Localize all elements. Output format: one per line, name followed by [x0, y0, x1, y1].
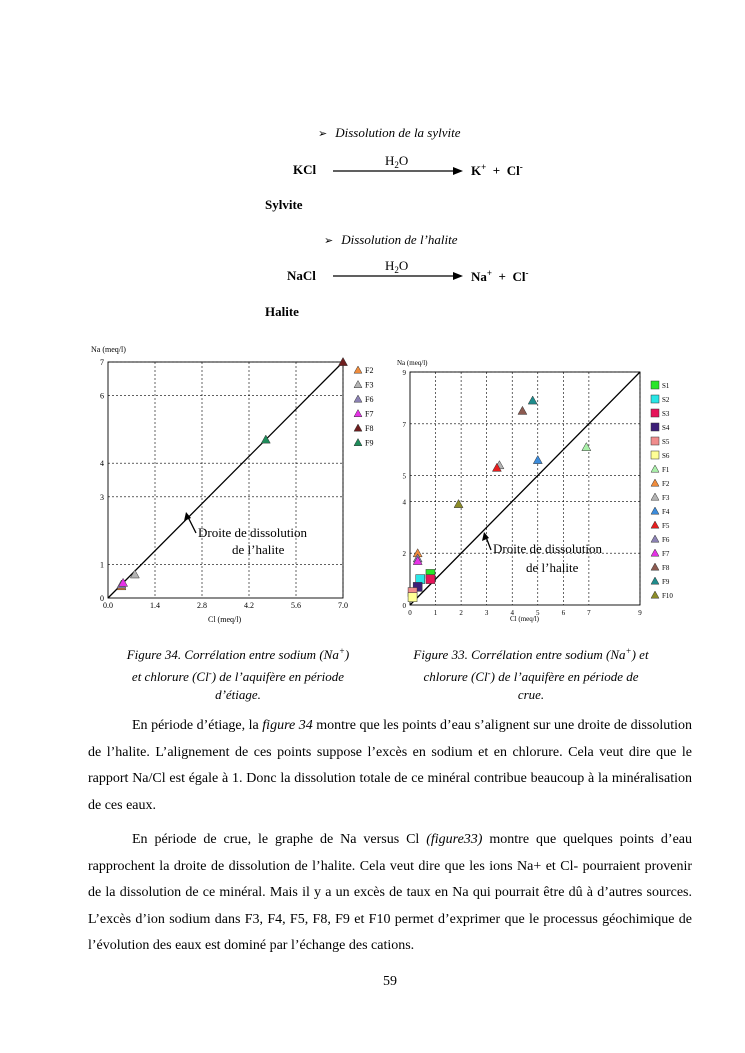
legend-label-s5: S5: [662, 438, 670, 446]
y-axis-label: Na (meq/l): [91, 345, 126, 354]
x-tick-label: 2: [459, 609, 463, 617]
legend-marker-f1: [651, 465, 659, 472]
y-tick-label: 7: [402, 420, 406, 429]
chart-figure-33-svg: [395, 355, 695, 625]
legend-marker-f3: [354, 381, 362, 388]
page-number: 59: [383, 974, 397, 989]
legend-label-f1: F1: [662, 466, 670, 474]
y-tick-label: 9: [402, 369, 406, 377]
legend-label-f2: F2: [662, 480, 670, 488]
annotation-line-2: de l’halite: [232, 542, 285, 557]
x-tick-label: 5: [536, 609, 540, 617]
legend-label-f7: F7: [365, 409, 374, 419]
data-point-f4: [533, 456, 542, 464]
legend-label-f6: F6: [365, 395, 374, 404]
figure-reference: (figure33): [426, 832, 483, 847]
data-point-f8: [518, 406, 527, 414]
legend-marker-f2: [354, 366, 362, 373]
data-point-s3: [426, 575, 435, 584]
reaction-heading-sylvite: [318, 125, 461, 141]
legend-marker-s1: [651, 381, 659, 389]
legend-label-f4: F4: [662, 508, 670, 516]
legend-marker-f7: [651, 549, 659, 556]
legend-marker-f2: [651, 479, 659, 486]
legend-label-s2: S2: [662, 396, 670, 404]
x-tick-label: 1.4: [150, 601, 160, 610]
y-tick-label: 0: [402, 602, 406, 610]
legend-label-f3: F3: [365, 380, 374, 390]
legend-label-f6: F6: [662, 536, 670, 544]
legend-label-s1: S1: [662, 382, 670, 390]
arrow-bullet-icon: ➢: [324, 235, 334, 247]
y-tick-label: 7: [100, 358, 104, 367]
legend-marker-f8: [651, 563, 659, 570]
y-tick-label: 4: [100, 459, 104, 469]
reactant-nacl: NaCl: [287, 268, 316, 283]
legend-marker-f5: [651, 521, 659, 528]
annotation-line-2: de l’halite: [526, 560, 579, 575]
legend-marker-f7: [354, 410, 362, 417]
x-tick-label: 3: [484, 609, 489, 617]
legend-label-s6: S6: [662, 452, 670, 460]
y-tick-label: 6: [100, 391, 104, 401]
paragraph-crue: En période de crue, le graphe de Na versus Cl (figure33) montre que quelques points d’eau rapprochent la droite de dissolution de l’halite. Cela veut dire que les ions Na+ et Cl- pourraient provenir de la dissolution de ce minéral. Mais il y a un excès de taux en Na qui pourrait être dû à d’autres sources. L’excès d’ion sodium dans F3, F4, F5, F8, F9 et F10 permet d’exprimer que le processus géochimique de l’évolution des eaux est dominé par l’échange des cations.: [88, 832, 692, 953]
legend-label-f2: F2: [365, 366, 374, 375]
x-tick-label: 5.6: [291, 601, 301, 610]
legend-marker-f8: [354, 424, 362, 431]
legend-label-f9: F9: [662, 578, 670, 586]
data-point-s6: [408, 593, 417, 602]
reaction-heading-halite: [324, 232, 458, 248]
legend-label-f7: F7: [662, 550, 670, 558]
legend-marker-f10: [651, 591, 659, 598]
data-point-f8: [339, 358, 348, 366]
x-tick-label: 4: [510, 609, 514, 617]
y-tick-label: 1: [100, 560, 104, 570]
heading-text: Dissolution de la sylvite: [335, 125, 461, 140]
legend-label-f8: F8: [662, 564, 670, 572]
x-axis-label: Cl (meq/l): [510, 615, 539, 623]
legend-marker-f6: [651, 535, 659, 542]
legend-label-f9: F9: [365, 438, 374, 448]
legend-label-s3: S3: [662, 410, 670, 418]
arrow-label-h2o: $H_2O$: [385, 153, 409, 170]
y-tick-label: 4: [402, 498, 406, 507]
legend-marker-s3: [651, 409, 659, 417]
arrow-bullet-icon: ➢: [318, 128, 328, 140]
reaction-arrow-icon: [333, 166, 463, 176]
legend-label-f8: F8: [365, 424, 374, 433]
mineral-name-halite: Halite: [265, 304, 299, 319]
y-axis-label: Na (meq/l): [397, 359, 428, 367]
annotation-line-1: Droite de dissolution: [493, 541, 603, 556]
data-point-f9: [528, 396, 537, 404]
legend-label-s4: S4: [662, 424, 670, 432]
reaction-arrow-icon: [333, 271, 463, 281]
data-point-f1: [582, 443, 591, 451]
annotation-line-1: Droite de dissolution: [198, 525, 308, 540]
legend-marker-f9: [651, 577, 659, 584]
legend-marker-f3: [651, 493, 659, 500]
figure-34-caption: Figure 34. Corrélation entre sodium (Na+) et chlorure (Cl-) de l’aquifère en période d’étiage.: [126, 646, 350, 702]
products-sylvite: K+ + Cl-: [471, 162, 523, 178]
chart-figure-33: [395, 355, 695, 630]
chart-figure-34: [88, 340, 388, 630]
reactant-kcl: KCl: [293, 162, 317, 177]
x-axis-label: Cl (meq/l): [208, 615, 242, 624]
x-tick-label: 1: [433, 609, 438, 617]
legend-marker-s5: [651, 437, 659, 445]
data-point-f10: [454, 500, 463, 508]
mineral-name-sylvite: Sylvite: [265, 197, 303, 212]
arrow-label-h2o: $H_2O$: [385, 258, 409, 275]
legend-marker-f6: [354, 395, 362, 402]
legend-marker-f4: [651, 507, 659, 514]
paragraph-etiage: En période d’étiage, la figure 34 montre que les points d’eau s’alignent sur une droite de dissolution de l’halite. L’alignement de ces points suppose l’excès en sodium et en chlorure. Cela veut dire que le rapport Na/Cl est égale à 1. Donc la dissolution totale de ce minéral contribue beaucoup à la minéralisation de ces eaux.: [88, 718, 693, 813]
x-tick-label: 4.2: [244, 601, 254, 610]
dissolution-line: [410, 372, 640, 605]
x-tick-label: 7.0: [338, 601, 348, 610]
legend-label-f3: F3: [662, 494, 670, 502]
figure-33-caption: Figure 33. Corrélation entre sodium (Na+) et chlorure (Cl-) de l’aquifère en période de crue.: [413, 646, 649, 702]
legend-label-f5: F5: [662, 522, 670, 530]
figure-reference: figure 34: [262, 718, 313, 733]
y-tick-label: 3: [100, 492, 104, 502]
heading-text: Dissolution de l’halite: [341, 232, 458, 247]
y-tick-label: 5: [402, 472, 406, 481]
x-tick-label: 9: [638, 609, 642, 617]
products-halite: Na+ + Cl-: [471, 268, 529, 284]
legend-label-f10: F10: [662, 592, 673, 600]
chart-figure-34-svg: [88, 340, 388, 625]
dissolution-line: [108, 362, 343, 598]
x-tick-label: 7: [587, 609, 591, 617]
legend-marker-s4: [651, 423, 659, 431]
x-tick-label: 0.0: [103, 601, 113, 610]
legend-marker-s2: [651, 395, 659, 403]
legend-marker-s6: [651, 451, 659, 459]
x-tick-label: 0: [408, 609, 412, 617]
x-tick-label: 2.8: [197, 601, 207, 610]
y-tick-label: 0: [100, 594, 104, 603]
legend-marker-f9: [354, 439, 362, 446]
y-tick-label: 2: [402, 550, 406, 559]
x-tick-label: 6: [561, 609, 566, 617]
